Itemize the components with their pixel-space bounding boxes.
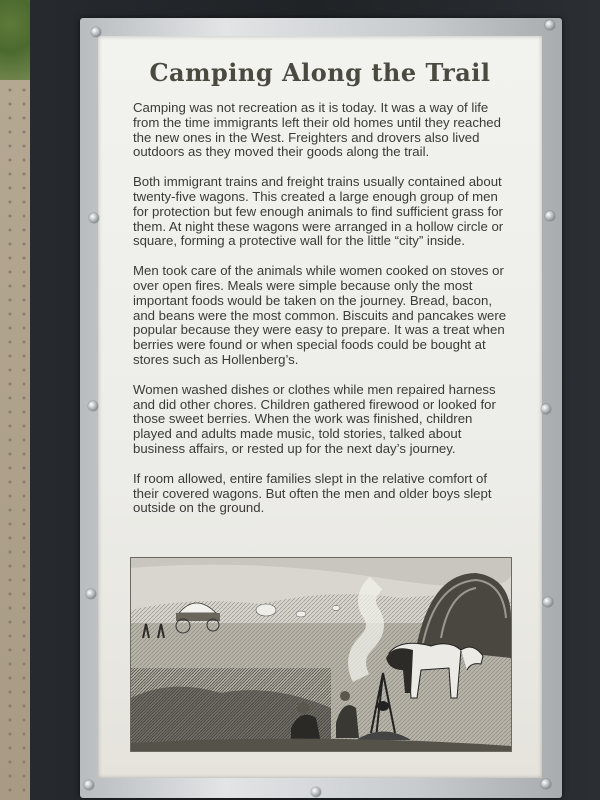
paragraph: Women washed dishes or clothes while men repaired harness and did other chores. Children gathered firewood or looked for those sweet berries. When the work was finished, children played and adults made music, told stories, talked about business affairs, or rested up for the next day’s journey.: [133, 381, 496, 456]
screw-icon: [88, 401, 98, 411]
paragraph: If room allowed, entire families slept in the relative comfort of their covered wagons. But often the men and older boys slept outside on the ground.: [133, 470, 492, 516]
screw-icon: [91, 27, 101, 37]
screw-icon: [89, 213, 99, 223]
screw-icon: [545, 211, 555, 221]
paragraph: Camping was not recreation as it is today. It was a way of life from the time immigrants left their old homes until they reached the new ones in the West. Freighters and drovers also lived outdoors as they moved their goods along the trail.: [133, 100, 501, 160]
screw-icon: [541, 779, 551, 789]
screw-icon: [543, 597, 553, 607]
paragraph: Men took care of the animals while women cooked on stoves or over open fires. Meals were simple because only the most important foods would be taken on the journey. Bread, bacon, and beans were the most common. Biscuits and pancakes were popular because they were easy to prepare. It was a treat when berries were found or when special foods could be bought at stores such as Hollenberg’s.: [133, 263, 507, 367]
screw-icon: [86, 589, 96, 599]
screw-icon: [541, 404, 551, 414]
sign-title: Camping Along the Trail: [149, 58, 491, 87]
sign-body: [133, 101, 513, 531]
wagon-camp-engraving-icon: [130, 557, 512, 752]
screw-icon: [311, 787, 321, 797]
screw-icon: [545, 20, 555, 30]
engraving-drawing: [131, 558, 511, 751]
screw-icon: [84, 780, 94, 790]
paragraph: Both immigrant trains and freight trains usually contained about twenty-five wagons. This created a large enough group of men for protection but few enough animals to find sufficient grass for them. At night these wagons were arranged in a hollow circle or square, forming a protective wall for the little “city” inside.: [133, 174, 504, 249]
